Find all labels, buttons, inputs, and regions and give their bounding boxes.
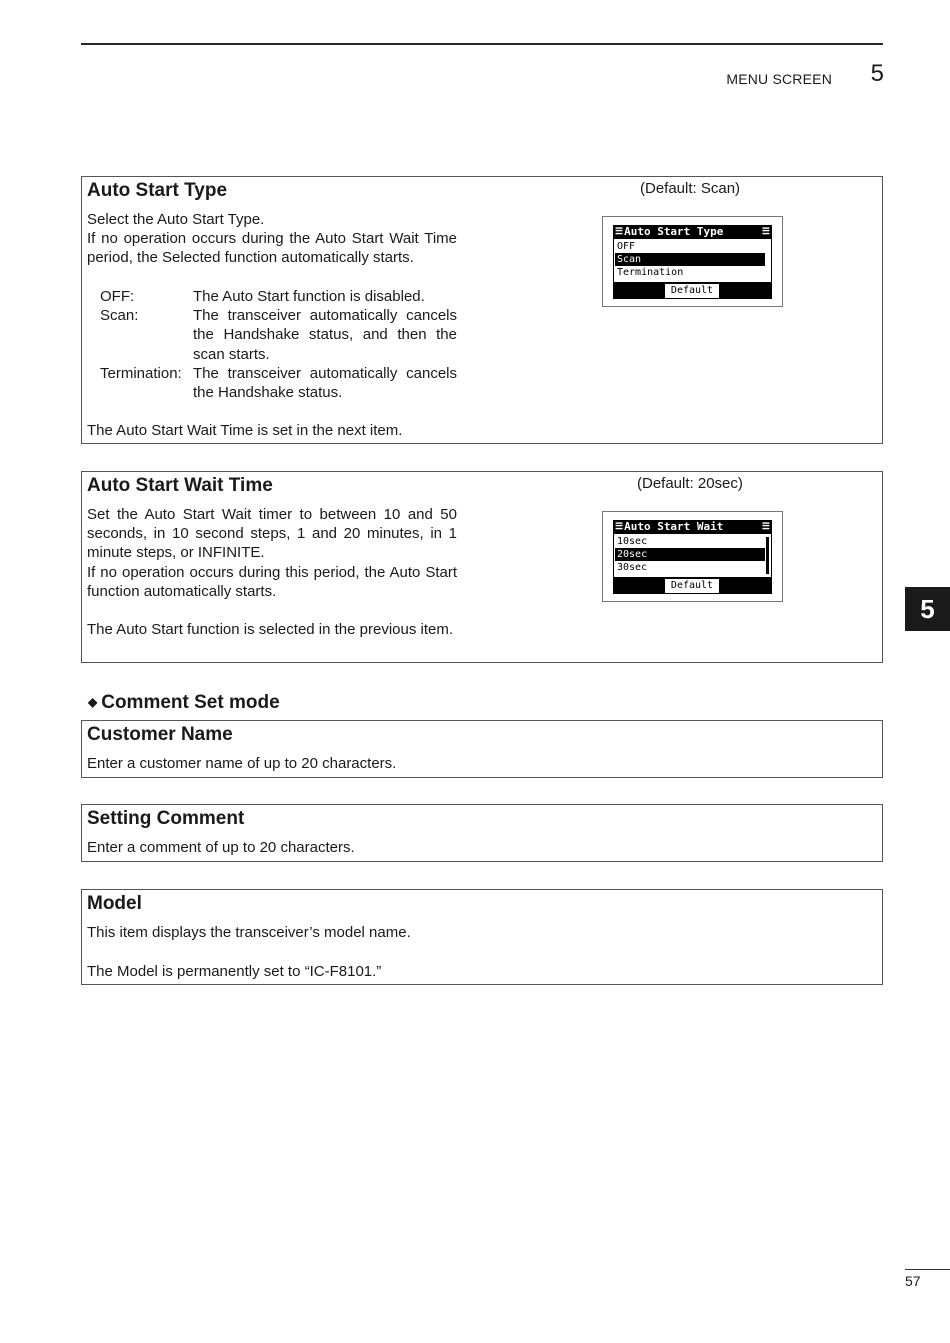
comment-set-mode-text: Comment Set mode: [101, 692, 280, 713]
lcd-screen: [613, 225, 772, 299]
lcd-title-text: Auto Start Wait: [624, 520, 724, 533]
lcd-title-text: Auto Start Type: [624, 225, 724, 238]
auto-start-type-intro: Select the Auto Start Type. If no operation occurs during the Auto Start Wait Time period, the Selected function automatically starts.: [87, 211, 457, 267]
list-icon: ☰: [615, 227, 624, 237]
lcd-list-item: 30sec: [617, 562, 648, 573]
list-icon: ☰: [615, 522, 624, 532]
setting-comment-body: Enter a comment of up to 20 characters.: [87, 839, 355, 856]
auto-start-type-box: [81, 176, 883, 444]
scroll-indicator-icon: ☰: [761, 227, 770, 237]
setting-comment-title: Setting Comment: [87, 808, 245, 829]
lcd-softkey-default: Default: [665, 284, 719, 298]
footer-rule: [905, 1269, 950, 1270]
chapter-number: 5: [870, 60, 884, 87]
option-term: Termination:: [100, 364, 182, 382]
model-note: The Model is permanently set to “IC-F8101.”: [87, 963, 382, 980]
option-row: [100, 364, 457, 402]
chapter-side-tab: 5: [905, 587, 950, 631]
page-number: 57: [905, 1273, 921, 1289]
lcd-list-item-selected: Scan: [615, 253, 765, 266]
model-title: Model: [87, 893, 142, 914]
scroll-indicator-icon: ☰: [761, 522, 770, 532]
diamond-bullet-icon: ◆: [88, 695, 98, 709]
lcd-title: [613, 225, 772, 239]
lcd-scrollbar: [766, 537, 769, 574]
model-box: [81, 889, 883, 985]
header-rule: [81, 43, 883, 45]
lcd-list-item: Termination: [617, 267, 684, 278]
auto-start-type-default: (Default: Scan): [640, 180, 741, 197]
lcd-screen: [613, 520, 772, 594]
lcd-auto-start-type: [602, 216, 783, 307]
auto-start-type-title: Auto Start Type: [87, 180, 228, 201]
lcd-list: [614, 534, 771, 577]
option-term: OFF:: [100, 288, 135, 305]
customer-name-title: Customer Name: [87, 724, 233, 745]
lcd-list-item: OFF: [617, 241, 636, 252]
lcd-title: [613, 520, 772, 534]
auto-start-wait-time-title: Auto Start Wait Time: [87, 475, 273, 496]
option-row: [100, 306, 457, 364]
auto-start-wait-time-default: (Default: 20sec): [637, 475, 743, 492]
option-row: [100, 287, 457, 306]
lcd-list: [614, 239, 771, 282]
lcd-softkey-default: Default: [665, 579, 719, 593]
model-body: This item displays the transceiver’s model name.: [87, 924, 411, 941]
option-desc: The transceiver automatically cancels the Handshake status, and then the scan starts.: [193, 307, 457, 363]
option-term: Scan:: [100, 307, 139, 325]
auto-start-wait-time-body: Set the Auto Start Wait timer to between 10 and 50 seconds, in 10 second steps, 1 and 20 minutes, in 1 minute steps, or INFINITE. If no operation occurs during this period, the Auto Start function automatically starts.: [87, 506, 457, 600]
lcd-auto-start-wait: [602, 511, 783, 602]
comment-set-mode-heading: [88, 692, 280, 714]
lcd-list-item: 10sec: [617, 536, 648, 547]
option-desc: The Auto Start function is disabled.: [193, 288, 425, 305]
setting-comment-box: [81, 804, 883, 862]
auto-start-wait-time-note: The Auto Start function is selected in the previous item.: [87, 621, 454, 638]
auto-start-type-note: The Auto Start Wait Time is set in the next item.: [87, 422, 403, 439]
option-desc: The transceiver automatically cancels the Handshake status.: [193, 364, 457, 402]
customer-name-body: Enter a customer name of up to 20 characters.: [87, 755, 397, 772]
lcd-list-item-selected: 20sec: [615, 548, 765, 561]
auto-start-wait-time-box: [81, 471, 883, 663]
auto-start-type-options: [100, 287, 457, 402]
section-label: MENU SCREEN: [726, 71, 832, 87]
customer-name-box: [81, 720, 883, 778]
